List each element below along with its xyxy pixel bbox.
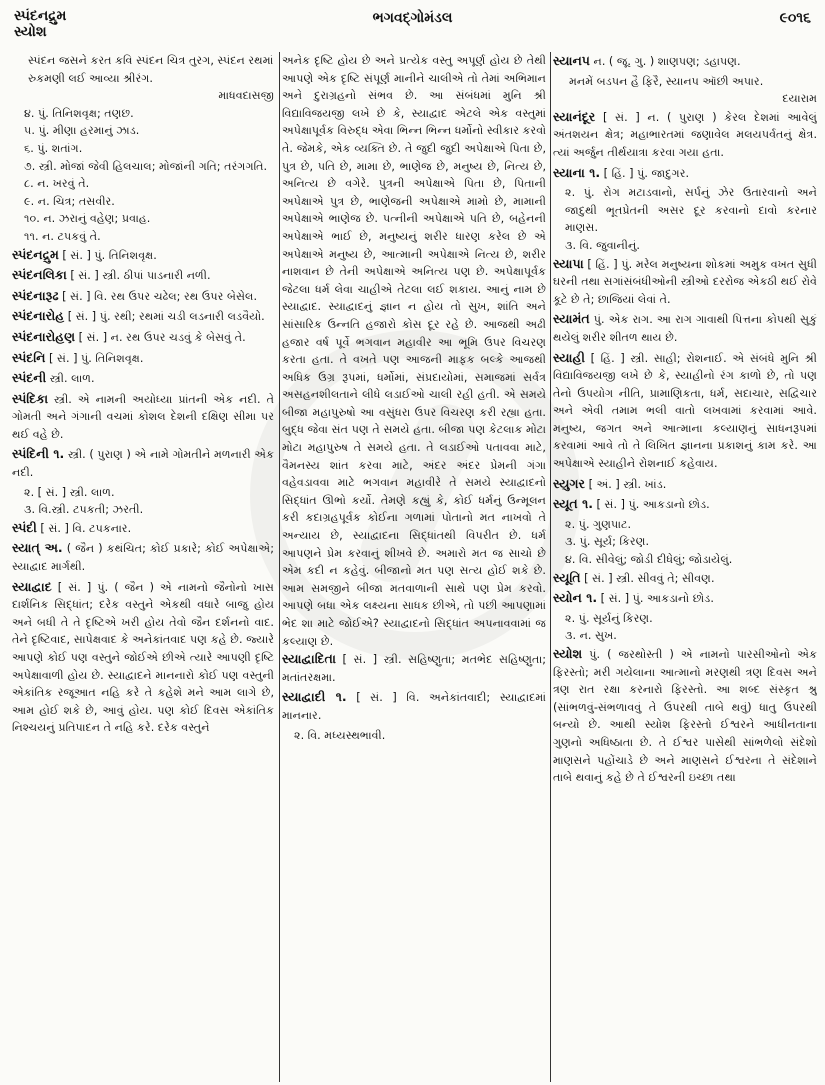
dictionary-entry [553,569,817,588]
verse-quote: મનમેં બડપન હૈ ફિરૈ, સ્યાનપ ઑછી અપાર. [569,74,764,88]
sub-definition: ૨. વિ. મધ્યસ્થભાવી. [294,728,386,742]
headword: સ્યૂત ૧. [553,496,593,512]
book-title: ભગવદ્ગોમંડલ [372,10,453,26]
definition: [ સં. ] પું. ( જૈન ) એ નામનો જૈનોનો ખાસ દાર્શનિક સિદ્ધાંત; દરેક વસ્તુને એકથી વધારે બાજુ હોય અને બધી તે તે દૃષ્ટિએ ખરી હોય તેવો જૈન દર્શનનો વાદ. તેને દૃષ્ટિવાદ, સાપેક્ષવાદ કે અનેકાંતવાદ પણ કહે છે. જ્યારે આપણે કોઈ પણ વસ્તુને જોઈએ છીએ ત્યારે આપણી દૃષ્ટિ અપેક્ષાવાળી હોય છે. સ્યાદ્વાદને માનનારો કોઈ પણ વસ્તુની એકાંતિક રજૂઆત નહિ કરે તે કહેશે મને આમ લાગે છે, આમ હોઈ શકે છે, આવું હોય. પણ કોઈ દિવસ એકાંતિક નિશ્ચયનું પ્રતિપાદન તે નહિ કરે. દરેક વસ્તુને [12,580,274,735]
sub-definition: ૩. ન. સુખ. [565,629,617,643]
dictionary-entry [553,108,817,162]
headword: સ્યાદ્વાદિતા [282,651,336,667]
dictionary-entry [553,255,817,309]
column-divider [279,52,280,1082]
dictionary-entry [553,475,817,494]
sub-definition: ૨. પું. રોગ મટાડવાનો, સર્પનું ઝેર ઉતારવાનો અને જાદુથી ભૂતપ્રેતની અસર દૂર કરવાનો દાવો કરનાર માણસ. [565,186,817,235]
definition: [ સં. ] પું. તિનિશવૃક્ષ. [58,248,157,262]
guide-word-last: સ્યોશ [14,24,47,40]
guide-word-first: સ્પંદનદ્રુમ [14,8,67,24]
definition: [ સં. ] વિ. રથ ઉપર ચઢેલ; રથ ઉપર બેસેલ. [58,289,258,303]
column-divider [550,52,551,1082]
headword: સ્યાના ૧. [553,164,601,180]
headword: સ્યુગર [553,475,586,491]
dictionary-entry [12,539,274,575]
definition: [ સં. ] ન. રથ ઉપર ચડવું કે બેસવું તે. [75,330,246,344]
headword: સ્પંદી [12,519,37,535]
page-header [0,0,825,40]
definition: [ સં. ] પું. તિનિશવૃક્ષ. [45,351,144,365]
dictionary-columns [12,52,817,1082]
sub-definition: ૨. પું. ગુણપાટ. [565,517,632,531]
headword: સ્પંદનારૂઢ [12,287,59,303]
sub-definition: ૪. વિ. સીવેલું; જોડી દીધેલું; જોડાયેલું. [565,553,733,567]
definition: [ અં. ] સ્ત્રી. ખાંડ. [585,477,667,491]
quote-attribution: દયારામ [782,92,817,106]
dictionary-entry [553,349,817,473]
sub-definition: ૧૦. ન. ઝરાનું વહેણ; પ્રવાહ. [24,212,151,226]
entry-continuation: અનેક દૃષ્ટિ હોય છે અને પ્રત્યેક વસ્તુ અપૂર્ણ હોય છે તેથી આપણે એક દૃષ્ટિ સંપૂર્ણ માનીને ચાલીએ તો તેમાં અભિમાન અને દુરાગ્રહનો સંભવ છે. આ સંબંધમાં મુનિ શ્રી વિદ્યાવિજયજી લખે છે કે, સ્યાદ્વાદ એટલે એક વસ્તુમાં અપેક્ષાપૂર્વક વિરુદ્ધ એવા ભિન્ન ભિન્ન ધર્મોનો સ્વીકાર કરવો તે. જેમકે, એક વ્યક્તિ છે. તે જુદી જુદી અપેક્ષાએ પિતા છે, પુત્ર છે, પતિ છે, મામા છે, ભાણેજ છે, મનુષ્ય છે, નિત્ય છે, અનિત્ય છે વગેરે. પુત્રની અપેક્ષાએ પિતા છે, પિતાની અપેક્ષાએ પુત્ર છે, ભાણેજની અપેક્ષાએ મામો છે, મામાની અપેક્ષાએ ભાણેજ છે. પત્નીની અપેક્ષાએ પતિ છે, બહેનની અપેક્ષાએ ભાઈ છે, મનુષ્યનું શરીર ધારણ કરેલ છે એ અપેક્ષાએ મનુષ્ય છે, આત્માની અપેક્ષાએ નિત્ય છે, શરીર નાશવાન છે તેની અપેક્ષાએ અનિત્ય પણ છે. અપેક્ષાપૂર્વક જેટલા ધર્મ લેવા ચાહીએ તેટલા લઈ શકાય. આનું નામ છે સ્યાદ્વાદ. સ્યાદ્વાદનું જ્ઞાન ન હોય તો સુખ, શાંતિ અને સાંસારિક ઉન્નતિ હજારો કોસ દૂર રહે છે. આજથી અઢી હજાર વર્ષ પૂર્વે ભગવાન મહાવીર આ ભૂમિ ઉપર વિચરણ કરતા હતા. તે વખતે પણ આજની માફક બલ્કે આજથી અધિક ઉગ્ર રૂપમાં, ધર્મોમાં, સંપ્રદાયોમાં, સમાજમાં સર્વત્ર અસહનશીલતાને લીધે લડાઈઓ ચાલી રહી હતી. એ સમયે બીજા મહાપુરુષો આ વસુંધરા ઉપર વિચરણ કરી રહ્યા હતા. બુદ્ધ જેવા સંત પણ તે સમયે હતા. બીજા પણ કેટલાક મોટા મોટા મહાપુરુષ તે સમયે હતા. તે લડાઈઓ પતાવવા માટે, વૈમનસ્ય શાંત કરવા માટે, અંદર અંદર પ્રેમની ગંગા વહેવડાવવા માટે ભગવાન મહાવીરે તે સમયે સ્યાદ્વાદનો સિદ્ધાંત ઊભો કર્યો. તેમણે કહ્યું કે, કોઈ ધર્મનું ઉન્મૂલન કરી કદાગ્રહપૂર્વક કોઈના ગળામાં પોતાનો મત નાખવો તે અન્યાય છે, સ્યાદ્વાદના સિદ્ધાંતથી વિપરીત છે. ધર્મ આપણને પ્રેમ કરવાનું શીખવે છે. અમારો મત જ સાચો છે એમ કદી ન કહેવું. બીજાનો મત પણ સત્ય હોઈ શકે છે. આમ સમજીને બીજા મતવાળાની સાથે પણ પ્રેમ કરવો. આપણે બધા એક લક્ષ્યના સાધક છીએ, તો પછી આપણામાં ભેદ શા માટે જોઈએ? સ્યાદ્વાદનો સિદ્ધાંત અપનાવવામાં જ કલ્યાણ છે. [282,54,546,648]
sub-definition: ૭. સ્ત્રી. મોજાં જેવી હિલચાલ; મોજાંની ગતિ; તરંગગતિ. [24,159,268,173]
definition: [ સં. ] ન. ( પુરાણ ) કેરલ દેશમાં આવેલું અંતશયન ક્ષેત્ર; મહાભારતમાં જણાવેલ મલયપર્વતનું ક્ષેત્ર. ત્યાં અર્જુન તીર્થયાત્રા કરવા ગયા હતા. [553,110,817,159]
definition: [ સં. ] પું. આકડાનો છોડ. [597,592,714,606]
headword: સ્યાહી [553,349,585,365]
definition: ( જૈન ) કથંચિત; કોઈ પ્રકારે; કોઈ અપેક્ષાએ; સ્યાદ્વાદ માર્ગથી. [12,542,274,574]
column-1 [12,52,274,1082]
sub-definition: ૯. ન. ચિત્ર; તસવીર. [24,194,115,208]
definition: [ સં. ] વિ. ટપકનાર. [36,521,132,535]
definition: [ સં. ] સ્ત્રી. સીવવું તે; સીવણ. [580,571,715,585]
dictionary-entry [12,328,274,347]
dictionary-entry [12,369,274,388]
sub-definition: ૩. વિ. જુવાનીનું. [565,238,640,252]
dictionary-entry [12,287,274,306]
dictionary-entry [12,307,274,326]
dictionary-entry [282,688,546,724]
dictionary-entry [282,650,546,686]
dictionary-entry [12,578,274,737]
definition: સ્ત્રી. એ નામની અયોધ્યા પ્રાંતની એક નદી. તે ગોમતી અને ગંગાની વચમાં કોશલ દેશની દક્ષિણ સીમા પર થઈ વહે છે. [12,392,274,441]
definition: [ હિં. ] સ્ત્રી. સાહી; રોશનાઈ. એ સંબંધે મુનિ શ્રી વિદ્યાવિજયજી લખે છે કે, સ્યાહીનો રંગ કાળો છે, તો પણ તેનો ઉપયોગ નીતિ, પ્રામાણિકતા, ધર્મ, સદાચાર, સદ્વિચાર અને એવી તમામ ભલી વાતો લખવામાં કરવામાં આવે. મનુષ્ય, જગત અને આત્માના કલ્યાણનું સાધનરૂપમાં કરવામાં આવે તો તે લિખિત જ્ઞાનના પ્રકાશનું કામ કરે. આ અપેક્ષાએ સ્યાહીને રોશનાઈ કહેવાય. [553,351,817,471]
definition: [ હિં. ] પું. મરેલ મનુષ્યના શોકમાં અમુક વખત સુધી ઘરની તથા સગાંસંબંધીઓની સ્ત્રીઓ દરરોજ એકઠી થઈ રોવે કૂટે છે તે; છાજિયાં લેવાં તે. [553,257,817,306]
dictionary-entry [553,52,817,71]
headword: સ્પંદનિ [12,349,46,365]
definition: ન. ( જૂ. ગુ. ) શાણપણ; ડહાપણ. [589,55,741,68]
dictionary-entry [12,390,274,444]
definition: [ સં. ] સ્ત્રી. ઠીપાં પાડનારી નળી. [66,269,211,283]
sub-definition: ૪. પું. તિનિશવૃક્ષ; તણછ. [24,106,134,120]
definition: પું. એક રાગ. આ રાગ ગાવાથી પિત્તના કોપથી સુકું થયેલું શરીર શીતળ થાય છે. [553,313,817,344]
headword: સ્યૂતિ [553,569,581,585]
definition: [ સં. ] પું. આકડાનો છોડ. [592,498,710,512]
headword: સ્પંદનદ્રુમ [12,246,59,262]
sub-definition: ૩. વિ.સ્ત્રી. ટપકતી; ઝરતી. [24,503,144,517]
sub-definition: ૮. ન. ખરવું તે. [24,177,90,191]
headword: સ્પંદિની ૧. [12,446,65,462]
dictionary-entry [553,589,817,608]
headword: સ્પંદનલિકા [12,267,67,283]
definition: [ સં. ] વિ. અનેકાંતવાદી; સ્યાદ્વાદમાં માનનાર. [282,691,546,722]
definition: [ સં. ] સ્ત્રી. સહિષ્ણુતા; મતભેદ સહિષ્ણુતા; મતાંતરક્ષમા. [282,653,546,684]
headword: સ્યાદ્વાદ [12,578,52,594]
headword: સ્યાત્ અ. [12,540,63,556]
dictionary-entry [553,495,817,514]
headword: સ્પંદનારોહ [12,308,65,324]
definition: સ્ત્રી. ( પુરાણ ) એ નામે ગોમતીને મળનારી એક નદી. [12,448,274,480]
sub-definition: ૩. પું. સૂર્ય; કિરણ. [565,535,650,549]
sub-definition: ૫. પું. મીણા હરમાનું ઝાડ. [24,124,140,138]
dictionary-entry [553,310,817,346]
dictionary-entry [553,164,817,183]
headword: સ્યોશ [553,646,583,661]
headword: સ્યાનપ [553,53,590,68]
dictionary-entry [12,349,274,368]
dictionary-entry [12,246,274,265]
sub-definition: ૨. [ સં. ] સ્ત્રી. લાળ. [24,485,115,499]
definition: [ સં. ] પું. રથી; રથમાં ચડી લડનારી લડવૈયો. [64,310,265,324]
definition: પું. ( જરથોસ્તી ) એ નામનો પારસીઓનો એક ફિરસ્તો; મરી ગયેલાના આત્માનો મરણથી ત્રણ દિવસ અને ત્રણ રાત રક્ષા કરનારો ફિરસ્તો. આ શબ્દ સંસ્કૃત શ્રુ (સાંભળવું-સંભળાવવું તે ઉપરથી તાબે થવું) ધાતુ ઉપરથી બન્યો છે. આથી સ્યોશ ફિરસ્તો ઈશ્વરને આધીનતાના ગુણનો અધિષ્ઠાતા છે. તે ઈશ્વર પાસેથી સાંભળેલો સંદેશો માણસને પહોંચાડે છે અને માણસને ઈશ્વરના તે સંદેશાને તાબે થવાનું કહે છે તે ઈશ્વરની ઇચ્છા તથા [553,648,817,785]
verse-quote: સ્પંદન જસને કરત કવિ સ્પંદન ચિત્ર તુરગ, સ્પંદન રથમાં રુકમણી લઈ આવ્યા શ્રીરંગ. [28,54,274,85]
headword: સ્યાપા [553,255,584,271]
dictionary-entry [12,266,274,285]
dictionary-entry [12,445,274,481]
dictionary-entry [12,519,274,538]
page-number: ૯૦૧૬ [779,10,811,26]
headword: સ્પંદનારોહણ [12,328,76,344]
sub-definition: ૧૧. ન. ટપકવું તે. [24,229,101,243]
sub-definition: ૬. પું. શતાંગ. [24,141,83,155]
dictionary-entry [553,645,817,787]
headword: સ્પંદની [12,370,47,386]
headword: સ્યામંત [553,311,590,327]
headword: સ્યાદ્વાદી ૧. [282,689,347,705]
definition: [ હિં. ] પું. જાદુગર. [600,166,690,180]
definition: સ્ત્રી. લાળ. [46,372,95,386]
headword: સ્પંદિકા [12,390,49,406]
quote-attribution: માધવદાસજી [218,89,274,103]
headword: સ્યોન ૧. [553,590,598,606]
sub-definition: ૨. પું. સૂર્યનું કિરણ. [565,611,653,625]
headword: સ્યાનંદૂર [553,108,596,124]
column-3 [553,52,817,1082]
column-2 [282,52,546,1082]
